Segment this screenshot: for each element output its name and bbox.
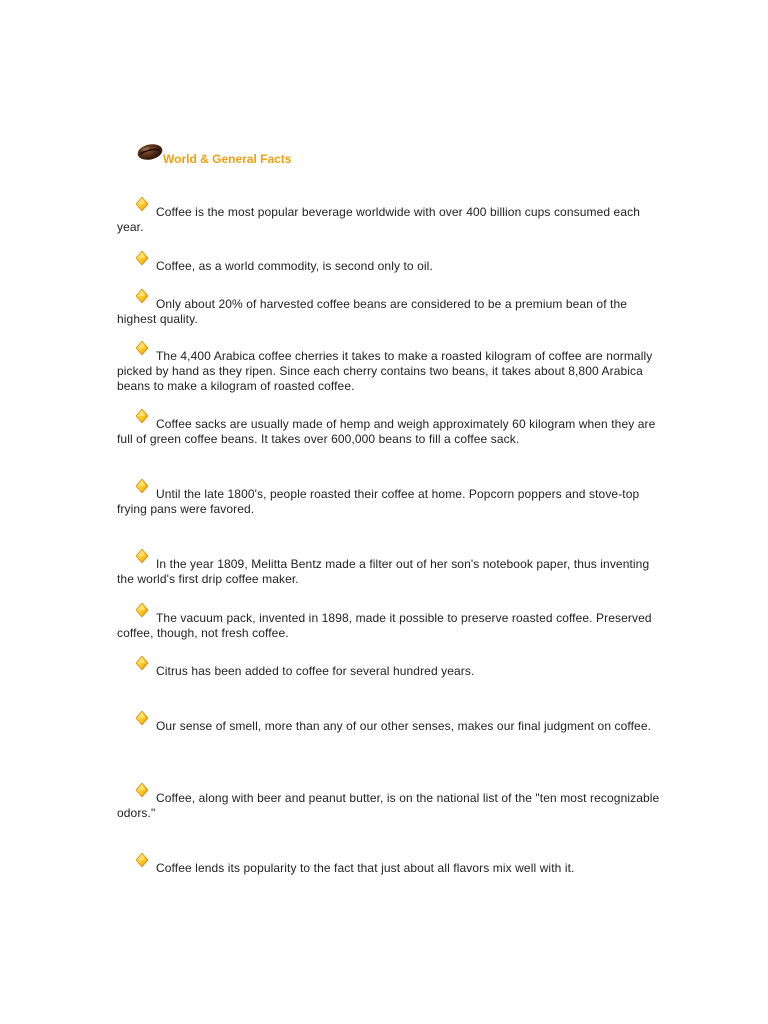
- fact-item: [117, 789, 662, 821]
- fact-item: [117, 257, 662, 274]
- diamond-bullet-icon: [136, 251, 148, 265]
- fact-text: Citrus has been added to coffee for several hundred years.: [156, 664, 475, 678]
- fact-text: Until the late 1800's, people roasted their coffee at home. Popcorn poppers and stove-top frying pans were favored.: [117, 487, 640, 516]
- fact-text: Coffee, along with beer and peanut butter, is on the national list of the "ten most recognizable odors.": [117, 791, 660, 820]
- diamond-bullet-icon: [136, 409, 148, 423]
- fact-text: Only about 20% of harvested coffee beans are considered to be a premium bean of the highest quality.: [117, 297, 628, 326]
- section-title: World & General Facts: [163, 152, 292, 166]
- fact-item: [117, 415, 662, 447]
- fact-item: [117, 295, 662, 327]
- fact-item: [117, 347, 662, 394]
- diamond-bullet-icon: [136, 479, 148, 493]
- fact-text: Coffee lends its popularity to the fact that just about all flavors mix well with it.: [156, 861, 575, 875]
- fact-item: [117, 555, 662, 587]
- fact-item: [117, 859, 662, 876]
- diamond-bullet-icon: [136, 711, 148, 725]
- fact-item: [117, 662, 662, 679]
- fact-item: [117, 609, 662, 641]
- fact-text: In the year 1809, Melitta Bentz made a filter out of her son's notebook paper, thus inventing the world's first drip coffee maker.: [117, 557, 650, 586]
- fact-item: [117, 203, 662, 235]
- coffee-bean-icon: [136, 142, 164, 162]
- fact-text: The vacuum pack, invented in 1898, made it possible to preserve roasted coffee. Preserved coffee, though, not fresh coffee.: [117, 611, 652, 640]
- fact-text: Coffee, as a world commodity, is second only to oil.: [156, 259, 433, 273]
- fact-item: [117, 485, 662, 517]
- fact-item: [117, 717, 662, 734]
- fact-text: The 4,400 Arabica coffee cherries it takes to make a roasted kilogram of coffee are normally picked by hand as they ripen. Since each cherry contains two beans, it takes about 8,800 Arabica beans to make a kilogram of roasted coffee.: [117, 349, 653, 393]
- diamond-bullet-icon: [136, 549, 148, 563]
- fact-text: Our sense of smell, more than any of our other senses, makes our final judgment on coffee.: [156, 719, 652, 733]
- diamond-bullet-icon: [136, 656, 148, 670]
- diamond-bullet-icon: [136, 783, 148, 797]
- diamond-bullet-icon: [136, 289, 148, 303]
- diamond-bullet-icon: [136, 603, 148, 617]
- diamond-bullet-icon: [136, 197, 148, 211]
- fact-text: Coffee sacks are usually made of hemp and weigh approximately 60 kilogram when they are full of green coffee beans. It takes over 600,000 beans to fill a coffee sack.: [117, 417, 656, 446]
- diamond-bullet-icon: [136, 853, 148, 867]
- fact-text: Coffee is the most popular beverage worldwide with over 400 billion cups consumed each year.: [117, 205, 640, 234]
- diamond-bullet-icon: [136, 341, 148, 355]
